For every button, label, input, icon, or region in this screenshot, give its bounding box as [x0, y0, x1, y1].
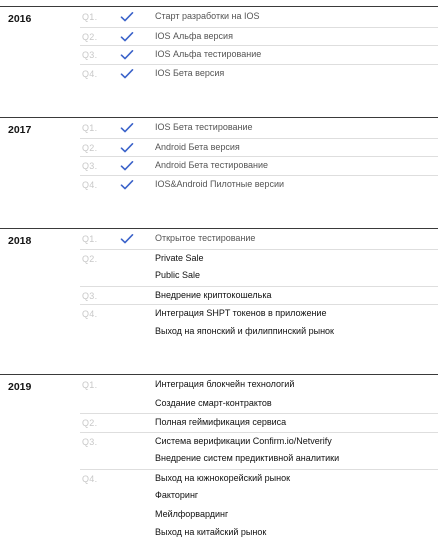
milestone-text: IOS Альфа версия [155, 30, 233, 41]
roadmap-row [80, 286, 438, 305]
check-icon [120, 48, 134, 60]
milestone-text: Старт разработки на IOS [155, 11, 260, 21]
milestone-text: IOS&Android Пилотные версии [155, 178, 284, 189]
roadmap-row [80, 249, 438, 268]
year-label: 2016 [8, 13, 32, 25]
year-divider [0, 374, 438, 375]
roadmap-row [80, 323, 438, 341]
check-icon [120, 159, 134, 171]
milestone-text: Факторинг [155, 490, 199, 500]
milestone-text: Открытое тестирование [155, 233, 256, 243]
milestone-text: Выход на японский и филиппинский рынок [155, 325, 334, 336]
roadmap-row [80, 469, 438, 488]
milestone-text: Android Бета версия [155, 141, 240, 152]
roadmap-row [80, 395, 438, 413]
milestone-text: Мейлфорвардинг [155, 508, 229, 519]
check-icon [120, 232, 134, 244]
roadmap-row [80, 376, 438, 394]
milestone-text: Полная геймификация сервиса [155, 417, 287, 427]
roadmap-row [80, 487, 438, 505]
quarter-label: Q1. [82, 123, 98, 133]
roadmap-row [80, 138, 438, 157]
milestone-text: Внедрение криптокошелька [155, 289, 272, 300]
milestone-text: Public Sale [155, 270, 201, 280]
roadmap-row [80, 175, 438, 194]
check-icon [120, 10, 134, 22]
milestone-text: IOS Альфа тестирование [155, 49, 262, 59]
roadmap-row [80, 8, 438, 26]
quarter-label: Q1. [82, 12, 98, 22]
milestone-text: Интеграция блокчейн технологий [155, 379, 295, 389]
check-icon [120, 30, 134, 42]
roadmap-row [80, 230, 438, 248]
quarter-label: Q3. [82, 436, 98, 447]
milestone-text: Создание смарт-контрактов [155, 397, 272, 408]
milestone-text: IOS Бета версия [155, 67, 225, 78]
roadmap-row [80, 413, 438, 432]
year-label: 2019 [8, 381, 32, 393]
roadmap-row [80, 27, 438, 46]
quarter-label: Q4. [82, 309, 98, 319]
roadmap-row [80, 45, 438, 64]
quarter-label: Q3. [82, 161, 98, 171]
year-divider [0, 117, 438, 118]
roadmap-row [80, 304, 438, 323]
check-icon [120, 67, 134, 79]
quarter-label: Q2. [82, 418, 98, 428]
quarter-label: Q3. [82, 290, 98, 301]
roadmap-row [80, 506, 438, 524]
year-label: 2017 [8, 124, 32, 136]
roadmap-row [80, 432, 438, 451]
quarter-label: Q2. [82, 31, 98, 42]
check-icon [120, 178, 134, 190]
roadmap-row [80, 450, 438, 468]
milestone-text: Android Бета тестирование [155, 160, 269, 170]
roadmap-row [80, 119, 438, 137]
year-divider [0, 6, 438, 7]
year-label: 2018 [8, 235, 32, 247]
check-icon [120, 121, 134, 133]
check-icon [120, 141, 134, 153]
milestone-text: Интеграция SHPT токенов в приложение [155, 308, 327, 318]
milestone-text: Система верификации Confirm.io/Netverify [155, 435, 332, 446]
roadmap-row [80, 64, 438, 83]
milestone-text: Private Sale [155, 252, 204, 263]
quarter-label: Q4. [82, 179, 98, 190]
roadmap-row [80, 267, 438, 285]
quarter-label: Q1. [82, 234, 98, 244]
milestone-text: Выход на китайский рынок [155, 527, 267, 537]
quarter-label: Q1. [82, 380, 98, 390]
quarter-label: Q4. [82, 68, 98, 79]
quarter-label: Q2. [82, 142, 98, 153]
roadmap-row [80, 156, 438, 175]
quarter-label: Q4. [82, 473, 98, 484]
milestone-text: Выход на южнокорейский рынок [155, 472, 291, 483]
quarter-label: Q3. [82, 50, 98, 60]
roadmap-row [80, 524, 438, 542]
milestone-text: IOS Бета тестирование [155, 122, 253, 132]
quarter-label: Q2. [82, 253, 98, 264]
year-divider [0, 228, 438, 229]
milestone-text: Внедрение систем предиктивной аналитики [155, 453, 340, 463]
